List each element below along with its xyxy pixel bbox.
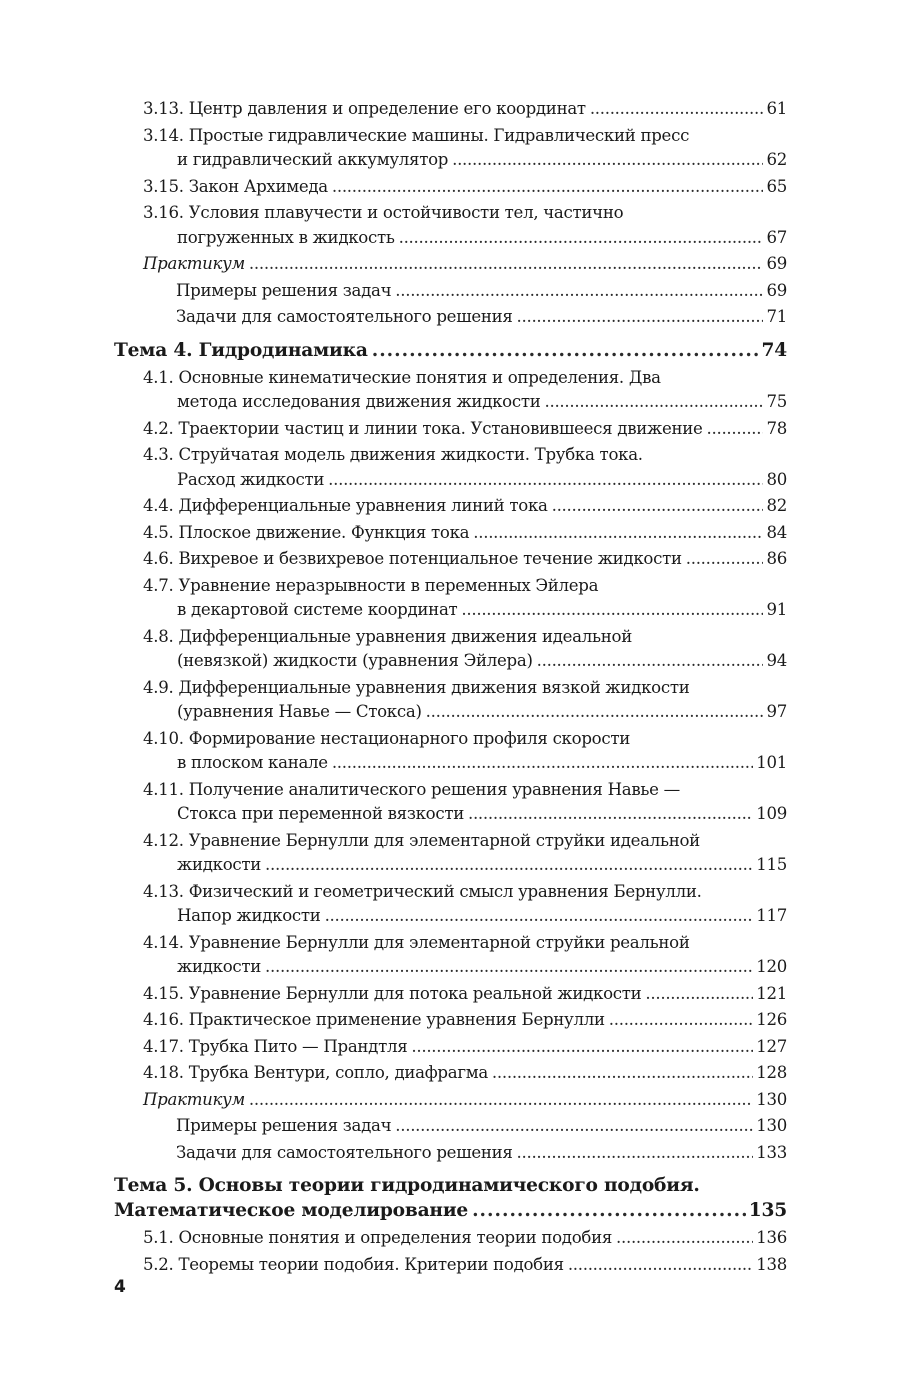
toc-page-number: 109 — [756, 804, 787, 823]
toc-entry-title: 4.18. Трубка Вентури, сопло, диафрагма — [143, 1063, 488, 1082]
toc-entry — [114, 175, 787, 200]
toc-page-number: 67 — [766, 227, 787, 247]
toc-entry-title: 4.9. Дифференциальные уравнения движения вязкой жидкости — [143, 677, 690, 697]
toc-page-number: 120 — [756, 957, 787, 976]
toc-theme-entry — [114, 1173, 787, 1223]
toc-entry — [114, 829, 787, 878]
toc-entry-title: Напор жидкости — [177, 906, 321, 925]
dot-leader — [545, 390, 764, 415]
toc-page-number: 101 — [756, 753, 787, 772]
toc-entry-title: 4.14. Уравнение Бернулли для элементарной струйки реальной — [143, 932, 690, 952]
toc-page-number: 127 — [756, 1036, 787, 1056]
dot-leader — [517, 1141, 754, 1166]
toc-entry — [114, 1114, 787, 1139]
toc-page-number: 86 — [766, 549, 787, 568]
toc-entry-title: 4.5. Плоское движение. Функция тока — [143, 522, 470, 542]
toc-page-number: 126 — [756, 1010, 787, 1029]
dot-leader — [452, 148, 763, 173]
dot-leader — [707, 417, 764, 442]
toc-page-number: 115 — [756, 855, 787, 874]
toc-entry — [114, 676, 787, 725]
toc-entry — [114, 1088, 787, 1113]
toc-entry-title: Примеры решения задач — [176, 1116, 392, 1135]
toc-entry-title: 4.3. Струйчатая модель движения жидкости. Трубка тока. — [143, 445, 643, 464]
toc-page-number: 61 — [766, 99, 787, 118]
toc-entry — [114, 494, 787, 519]
dot-leader — [472, 1198, 746, 1223]
toc-entry — [114, 97, 787, 122]
dot-leader — [411, 1035, 753, 1060]
toc-entry — [114, 521, 787, 546]
table-of-contents — [114, 97, 787, 1279]
dot-leader — [372, 338, 759, 363]
toc-page-number: 94 — [766, 651, 787, 670]
toc-entry-title: 3.13. Центр давления и определение его координат — [143, 99, 586, 118]
toc-page-number: 130 — [756, 1116, 787, 1135]
toc-entry — [114, 625, 787, 674]
toc-entry-title: 5.2. Теоремы теории подобия. Критерии подобия — [143, 1254, 564, 1274]
toc-entry-title: Задачи для самостоятельного решения — [176, 1142, 513, 1162]
toc-entry-title: в декартовой системе координат — [177, 600, 458, 619]
toc-page-number: 71 — [766, 307, 787, 326]
toc-page-number: 121 — [756, 983, 787, 1003]
dot-leader — [249, 1088, 753, 1113]
toc-entry — [114, 252, 787, 277]
toc-page-number: 82 — [766, 496, 787, 515]
toc-page-number: 78 — [766, 418, 787, 438]
toc-entry-title: 3.16. Условия плавучести и остойчивости тел, частично — [143, 203, 624, 222]
toc-entry-title: в плоском канале — [177, 753, 328, 772]
toc-page-number: 69 — [766, 254, 787, 273]
dot-leader — [249, 252, 764, 277]
toc-entry — [114, 366, 787, 415]
toc-entry-title: 3.15. Закон Архимеда — [143, 176, 328, 196]
toc-entry-title: Тема 5. Основы теории гидродинамического подобия. — [114, 1175, 700, 1196]
toc-entry-title: 4.11. Получение аналитического решения уравнения Навье — — [143, 779, 680, 799]
dot-leader — [609, 1008, 753, 1033]
toc-page-number: 69 — [766, 280, 787, 300]
toc-entry-title: метода исследования движения жидкости — [177, 392, 541, 411]
toc-entry-title: Задачи для самостоятельного решения — [176, 307, 513, 326]
toc-entry — [114, 124, 787, 173]
toc-page-number: 128 — [756, 1063, 787, 1082]
toc-entry — [114, 1226, 787, 1251]
toc-entry — [114, 417, 787, 442]
toc-entry-title: (уравнения Навье — Стокса) — [177, 702, 422, 721]
dot-leader — [332, 751, 753, 776]
toc-entry — [114, 279, 787, 304]
toc-entry-title: погруженных в жидкость — [177, 227, 395, 247]
toc-page-number: 74 — [761, 339, 787, 361]
dot-leader — [328, 468, 763, 493]
toc-page-number: 135 — [748, 1200, 787, 1221]
toc-entry — [114, 547, 787, 572]
toc-page-number: 97 — [766, 702, 787, 721]
toc-entry-title: Математическое моделирование — [114, 1200, 469, 1221]
toc-page-number: 80 — [766, 469, 787, 489]
dot-leader — [517, 305, 764, 330]
toc-entry — [114, 574, 787, 623]
toc-entry-title: жидкости — [177, 855, 262, 874]
dot-leader — [616, 1226, 753, 1251]
toc-entry — [114, 1061, 787, 1086]
toc-page-number: 117 — [756, 906, 787, 925]
toc-page-number: 138 — [756, 1254, 787, 1274]
toc-entry — [114, 1008, 787, 1033]
toc-page-number: 65 — [766, 176, 787, 196]
dot-leader — [426, 700, 764, 725]
dot-leader — [461, 598, 763, 623]
toc-entry — [114, 982, 787, 1007]
toc-entry-title: 4.1. Основные кинематические понятия и определения. Два — [143, 367, 661, 387]
toc-page-number: 75 — [766, 392, 787, 411]
toc-entry-title: 4.10. Формирование нестационарного профиля скорости — [143, 728, 630, 748]
dot-leader — [590, 97, 764, 122]
toc-entry-title: Примеры решения задач — [176, 280, 392, 300]
toc-entry-title: 4.8. Дифференциальные уравнения движения идеальной — [143, 626, 632, 646]
toc-entry-title: Расход жидкости — [177, 469, 325, 489]
toc-entry-title: (невязкой) жидкости (уравнения Эйлера) — [177, 651, 533, 670]
toc-entry-title: 4.6. Вихревое и безвихревое потенциальное течение жидкости — [143, 549, 682, 568]
toc-entry-title: и гидравлический аккумулятор — [177, 150, 449, 169]
toc-entry-title: 4.16. Практическое применение уравнения Бернулли — [143, 1010, 605, 1029]
dot-leader — [325, 904, 754, 929]
toc-entry — [114, 1035, 787, 1060]
toc-entry-title: 4.7. Уравнение неразрывности в переменных Эйлера — [143, 575, 599, 595]
toc-entry — [114, 201, 787, 250]
toc-entry-title: 4.2. Траектории частиц и линии тока. Установившееся движение — [143, 418, 703, 438]
toc-entry — [114, 880, 787, 929]
dot-leader — [645, 982, 753, 1007]
toc-entry — [114, 443, 787, 492]
dot-leader — [686, 547, 764, 572]
dot-leader — [473, 521, 763, 546]
toc-page-number: 84 — [766, 522, 787, 542]
toc-page-number: 133 — [756, 1142, 787, 1162]
dot-leader — [537, 649, 764, 674]
dot-leader — [395, 279, 763, 304]
toc-entry-title: 4.13. Физический и геометрический смысл уравнения Бернулли. — [143, 881, 702, 901]
toc-entry-title: 5.1. Основные понятия и определения теории подобия — [143, 1228, 613, 1247]
toc-entry-title: Стокса при переменной вязкости — [177, 804, 464, 823]
toc-entry — [114, 727, 787, 776]
toc-entry-title: 4.15. Уравнение Бернулли для потока реальной жидкости — [143, 983, 642, 1003]
toc-entry-title: жидкости — [177, 957, 262, 976]
toc-entry — [114, 1253, 787, 1278]
dot-leader — [492, 1061, 753, 1086]
toc-entry — [114, 305, 787, 330]
toc-entry-title: 4.12. Уравнение Бернулли для элементарной струйки идеальной — [143, 830, 700, 850]
toc-page-number: 136 — [756, 1228, 787, 1247]
toc-entry — [114, 778, 787, 827]
toc-page-number: 130 — [756, 1089, 787, 1109]
toc-entry-title: Тема 4. Гидродинамика — [114, 339, 368, 361]
dot-leader — [332, 175, 764, 200]
toc-entry — [114, 931, 787, 980]
toc-page-number: 91 — [766, 600, 787, 619]
toc-entry-title: 3.14. Простые гидравлические машины. Гидравлический пресс — [143, 125, 690, 145]
toc-page-number: 62 — [766, 150, 787, 169]
toc-entry-title: Практикум — [143, 1089, 245, 1109]
page-number: 4 — [114, 1277, 126, 1297]
dot-leader — [265, 955, 753, 980]
toc-entry-title: Практикум — [143, 254, 245, 273]
toc-theme-entry — [114, 338, 787, 363]
dot-leader — [568, 1253, 753, 1278]
dot-leader — [265, 853, 753, 878]
dot-leader — [399, 226, 764, 251]
dot-leader — [468, 802, 753, 827]
toc-entry-title: 4.17. Трубка Пито — Прандтля — [143, 1036, 408, 1056]
dot-leader — [395, 1114, 753, 1139]
toc-entry-title: 4.4. Дифференциальные уравнения линий тока — [143, 496, 548, 515]
dot-leader — [552, 494, 764, 519]
toc-entry — [114, 1141, 787, 1166]
